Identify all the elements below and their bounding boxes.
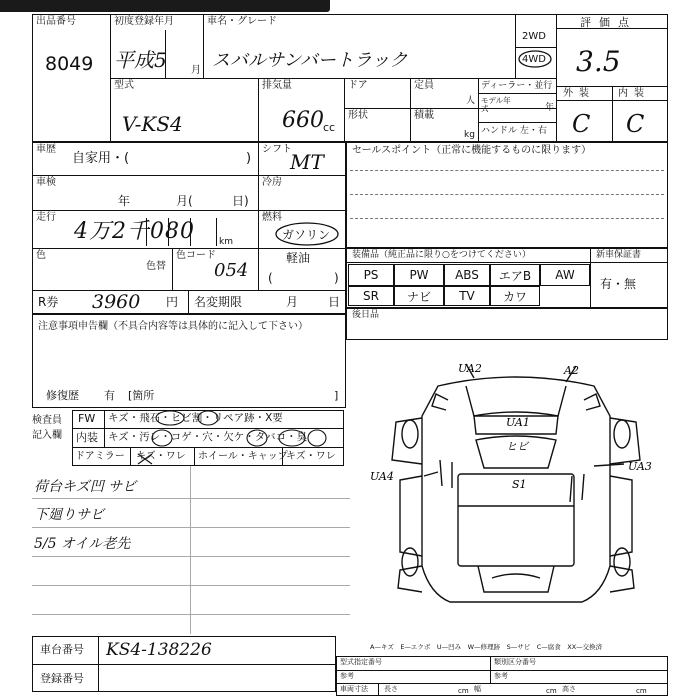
shape-label: 形状 <box>348 110 368 121</box>
mark-hibi: ヒビ <box>506 440 528 453</box>
new-warranty-label: 新車保証書 <box>596 250 642 260</box>
first-reg-label: 初度登録年月 <box>114 16 174 27</box>
inspection-year: 年 <box>118 194 131 208</box>
circle-4wd-mark <box>517 49 553 69</box>
color-code-label: 色コード <box>176 250 216 261</box>
ref-label-2: 参考 <box>494 672 508 680</box>
inspector-row2-text: キズ・汚レ・コゲ・穴・欠ケ・タバコ・臭 <box>108 431 308 443</box>
inspection-day: 日) <box>232 194 249 208</box>
sales-points-block <box>346 142 668 248</box>
equip-sr: SR <box>348 286 394 306</box>
use-value: 自家用・( <box>72 151 130 166</box>
equip-tv: TV <box>444 286 490 306</box>
model-year-label: モデル年式 <box>481 96 511 113</box>
sales-points-label: セールスポイント（正常に機能するものに限ります） <box>352 145 592 156</box>
inspector-row1-text: キズ・飛石・ヒビ割・リペア跡・X要 <box>108 412 283 424</box>
door-label: ドア <box>348 80 368 91</box>
equipment-label: 装備品（純正品に限り○をつけてください） <box>352 250 531 260</box>
width-cm: cm <box>546 687 557 695</box>
recycle-label: R券 <box>38 295 59 309</box>
year-unit: 年 <box>545 103 555 113</box>
color-change-label: 色替 <box>146 261 166 272</box>
load-unit: kg <box>464 130 475 140</box>
color-code-value: 054 <box>214 260 249 281</box>
exterior-grade: C <box>572 110 591 138</box>
equip-pw: PW <box>394 264 444 286</box>
inspection-month: 月( <box>176 194 193 208</box>
model-value: V-KS4 <box>122 112 183 136</box>
type-designation-label: 型式指定番号 <box>340 658 382 666</box>
mark-ua3: UA3 <box>628 460 652 473</box>
note-line-1: 荷台キズ凹 サビ <box>34 479 137 495</box>
declaration-label: 注意事項申告欄（不具合内容等は具体的に記入して下さい） <box>38 321 308 332</box>
vehicle-diagram <box>366 356 666 616</box>
inspector-label-top: 検査員 <box>32 415 62 426</box>
diesel-label: 軽油 <box>286 251 311 265</box>
mileage-value: 4万2千080 <box>74 219 195 244</box>
repair-where: [箇所 <box>128 389 155 402</box>
lot-no-value: 8049 <box>45 53 94 75</box>
length-cm: cm <box>458 687 469 695</box>
inspector-interior: 内装 <box>76 431 98 444</box>
class-number-label: 類別区分番号 <box>494 658 536 666</box>
equip-abs: ABS <box>444 264 490 286</box>
note-line-3: 5/5 オイル老先 <box>34 536 131 552</box>
warranty-value: 有・無 <box>600 277 637 291</box>
fuel-value: ガソリン <box>282 228 331 242</box>
handle-label: ハンドル 左・右 <box>481 126 547 136</box>
first-reg-value: 平成5 <box>114 48 167 72</box>
length-label: 長さ <box>384 685 398 693</box>
ac-label: 冷房 <box>262 177 282 188</box>
title-banner <box>0 0 330 12</box>
inspector-mirror-dmg: キズ・ワレ <box>136 451 186 462</box>
inspector-wheel-dmg: キズ・ワレ <box>286 451 336 462</box>
shift-value: MT <box>290 150 324 174</box>
equip-ps: PS <box>348 264 394 286</box>
car-name-label: 車名・グレード <box>207 16 277 27</box>
aftermarket-block <box>346 308 668 340</box>
mark-s1: S1 <box>512 478 527 491</box>
mark-a2: A2 <box>564 364 579 377</box>
mark-ua1: UA1 <box>506 416 530 429</box>
displacement-label: 排気量 <box>262 80 292 91</box>
name-change-month: 月 <box>286 295 299 309</box>
car-name-value: スバルサンバートラック <box>212 50 408 71</box>
displacement-value: 660 <box>282 108 324 133</box>
inspector-fw: FW <box>78 412 96 425</box>
mark-ua4: UA4 <box>370 470 394 483</box>
score-value: 3.5 <box>576 45 621 78</box>
shift-label: シフト <box>262 144 292 155</box>
capacity-unit: 人 <box>466 96 476 106</box>
height-label: 高さ <box>562 685 576 693</box>
mileage-unit: km <box>219 237 233 247</box>
drive-2wd: 2WD <box>522 31 546 42</box>
month-unit: 月 <box>191 65 201 76</box>
registration-label: 登録番号 <box>40 672 84 685</box>
mileage-label: 走行 <box>36 212 56 223</box>
exterior-label: 外装 <box>563 88 595 99</box>
inspector-wheel-cap: ホイール・キャップ <box>198 451 288 462</box>
fuel-label: 燃料 <box>262 212 282 223</box>
chassis-label: 車台番号 <box>40 643 84 656</box>
interior-label: 内装 <box>618 88 650 99</box>
recycle-yen: 円 <box>166 295 179 309</box>
color-label: 色 <box>36 250 46 261</box>
inspector-marks <box>72 408 344 466</box>
dims-label: 車両寸法 <box>340 685 368 693</box>
repair-close: ] <box>334 389 339 402</box>
repair-history-label: 修復歴 <box>46 389 79 402</box>
load-label: 積載 <box>414 110 434 121</box>
lot-no-label: 出品番号 <box>36 16 76 27</box>
equip-airbag: エアB <box>490 264 540 286</box>
name-change-label: 名変期限 <box>194 295 243 309</box>
name-change-day: 日 <box>328 295 341 309</box>
dealer-label: ディーラー・並行 <box>481 81 553 91</box>
repair-yes: 有 <box>104 389 115 402</box>
score-label: 評価点 <box>580 16 637 29</box>
recycle-value: 3960 <box>92 291 141 313</box>
equip-navi: ナビ <box>394 286 444 306</box>
use-close: ) <box>246 151 252 166</box>
diesel-paren-open: ( <box>268 271 273 285</box>
damage-legend: A—キズ E—エクボ U—凹み W—修理跡 S—サビ C—腐食 XX—交換済 <box>370 643 603 651</box>
drive-4wd: 4WD <box>522 54 546 65</box>
width-label: 幅 <box>474 685 481 693</box>
inspector-door-mirror: ドアミラー <box>75 451 125 462</box>
note-line-2: 下廻りサビ <box>34 507 104 523</box>
inspector-label-bottom: 記入欄 <box>32 430 62 441</box>
mark-ua2: UA2 <box>458 362 482 375</box>
displacement-unit: cc <box>323 121 336 134</box>
ref-label-1: 参考 <box>340 672 354 680</box>
model-label: 型式 <box>114 80 134 91</box>
capacity-label: 定員 <box>414 80 434 91</box>
equip-leather: カワ <box>490 286 540 306</box>
diesel-paren-close: ) <box>334 271 339 285</box>
equip-aw: AW <box>540 264 590 286</box>
use-label: 車歴 <box>36 144 56 155</box>
interior-grade: C <box>626 110 645 138</box>
height-cm: cm <box>636 687 647 695</box>
fuel-circle-mark <box>274 221 340 247</box>
chassis-value: KS4-138226 <box>106 640 212 660</box>
inspection-label: 車検 <box>36 177 56 188</box>
aftermarket-label: 後日品 <box>352 310 380 320</box>
